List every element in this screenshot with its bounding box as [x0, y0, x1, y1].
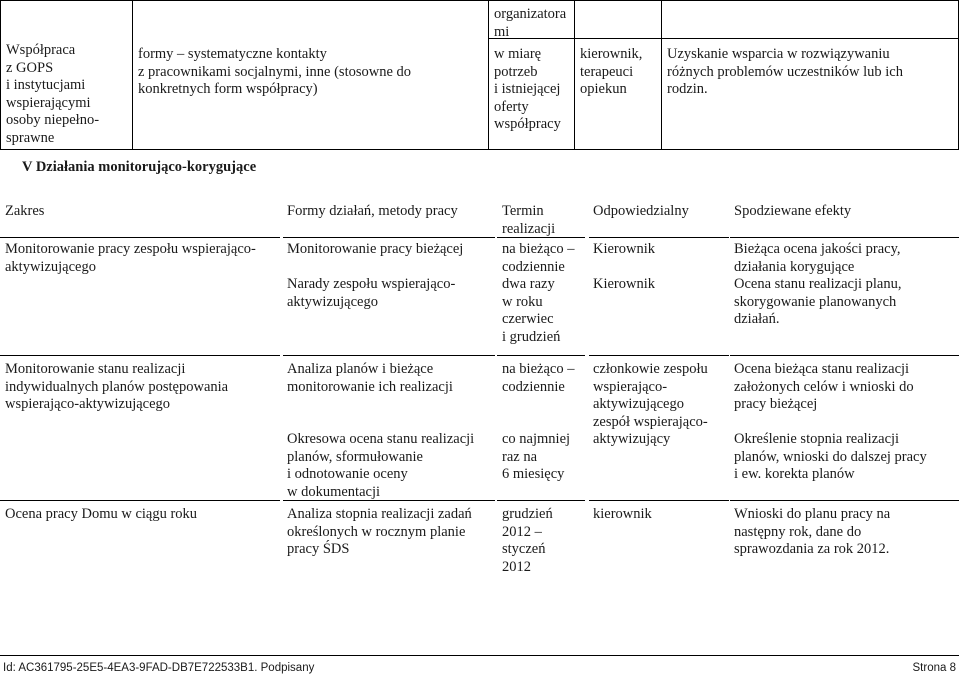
- row-formy: Monitorowanie pracy bieżącej Narady zespołu wspierająco- aktywizującego: [287, 241, 464, 310]
- section-title: V Działania monitorująco-korygujące: [22, 159, 257, 175]
- header-formy: Formy działań, metody pracy: [287, 203, 458, 219]
- row-efekty: Bieżąca ocena jakości pracy, działania korygujące Ocena stanu realizacji planu, skorygowanie planowanych działań.: [734, 241, 902, 327]
- row-efekty: Wnioski do planu pracy na następny rok, dane do sprawozdania za rok 2012.: [734, 506, 891, 557]
- top-cell-responsible: kierownik, terapeuci opiekun: [580, 46, 643, 97]
- top-cell-forms: formy – systematyczne kontakty z pracownikami socjalnymi, inne (stosowne do konkretnych form współpracy): [138, 46, 412, 97]
- row-termin: grudzień 2012 – styczeń 2012: [502, 506, 553, 575]
- row-formy: Analiza planów i bieżące monitorowanie ich realizacji Okresowa ocena stanu realizacji planów, sformułowanie i odnotowanie oceny w dokumentacji: [287, 361, 475, 500]
- header-termin: Termin realizacji: [502, 203, 556, 237]
- row-zakres: Monitorowanie stanu realizacji indywidualnych planów postępowania wspierająco-aktywizującego: [5, 361, 229, 412]
- row-termin: na bieżąco – codziennie co najmniej raz na 6 miesięcy: [502, 361, 575, 482]
- top-cell-partner: Współpraca z GOPS i instytucjami wspierającymi osoby niepełno- sprawne: [6, 42, 100, 146]
- row-zakres: Monitorowanie pracy zespołu wspierająco- aktywizującego: [5, 241, 256, 275]
- row-efekty: Ocena bieżąca stanu realizacji założonych celów i wnioski do pracy bieżącej Określenie stopnia realizacji planów, wnioski do dalszej pracy i ew. korekta planów: [734, 361, 927, 482]
- top-cell-organizers-header: organizatora mi: [494, 6, 567, 40]
- page-number: Strona 8: [912, 662, 956, 674]
- header-efekty: Spodziewane efekty: [734, 203, 852, 219]
- header-zakres: Zakres: [5, 203, 45, 219]
- document-id: Id: AC361795-25E5-4EA3-9FAD-DB7E722533B1. Podpisany: [3, 662, 315, 674]
- row-odpowiedzialny: Kierownik Kierownik: [593, 241, 656, 292]
- top-cell-term: w miarę potrzeb i istniejącej oferty współpracy: [494, 46, 561, 132]
- row-termin: na bieżąco – codziennie dwa razy w roku czerwiec i grudzień: [502, 241, 575, 345]
- header-odpowiedzialny: Odpowiedzialny: [593, 203, 689, 219]
- row-zakres: Ocena pracy Domu w ciągu roku: [5, 506, 198, 522]
- top-cell-effects: Uzyskanie wsparcia w rozwiązywaniu różnych problemów uczestników lub ich rodzin.: [667, 46, 903, 97]
- row-odpowiedzialny: członkowie zespołu wspierająco- aktywizującego zespół wspierająco- aktywizujący: [593, 361, 708, 447]
- footer-rule: [0, 655, 959, 656]
- row-odpowiedzialny: kierownik: [593, 506, 652, 522]
- row-formy: Analiza stopnia realizacji zadań określonych w rocznym planie pracy ŚDS: [287, 506, 472, 557]
- page-footer: [0, 655, 959, 675]
